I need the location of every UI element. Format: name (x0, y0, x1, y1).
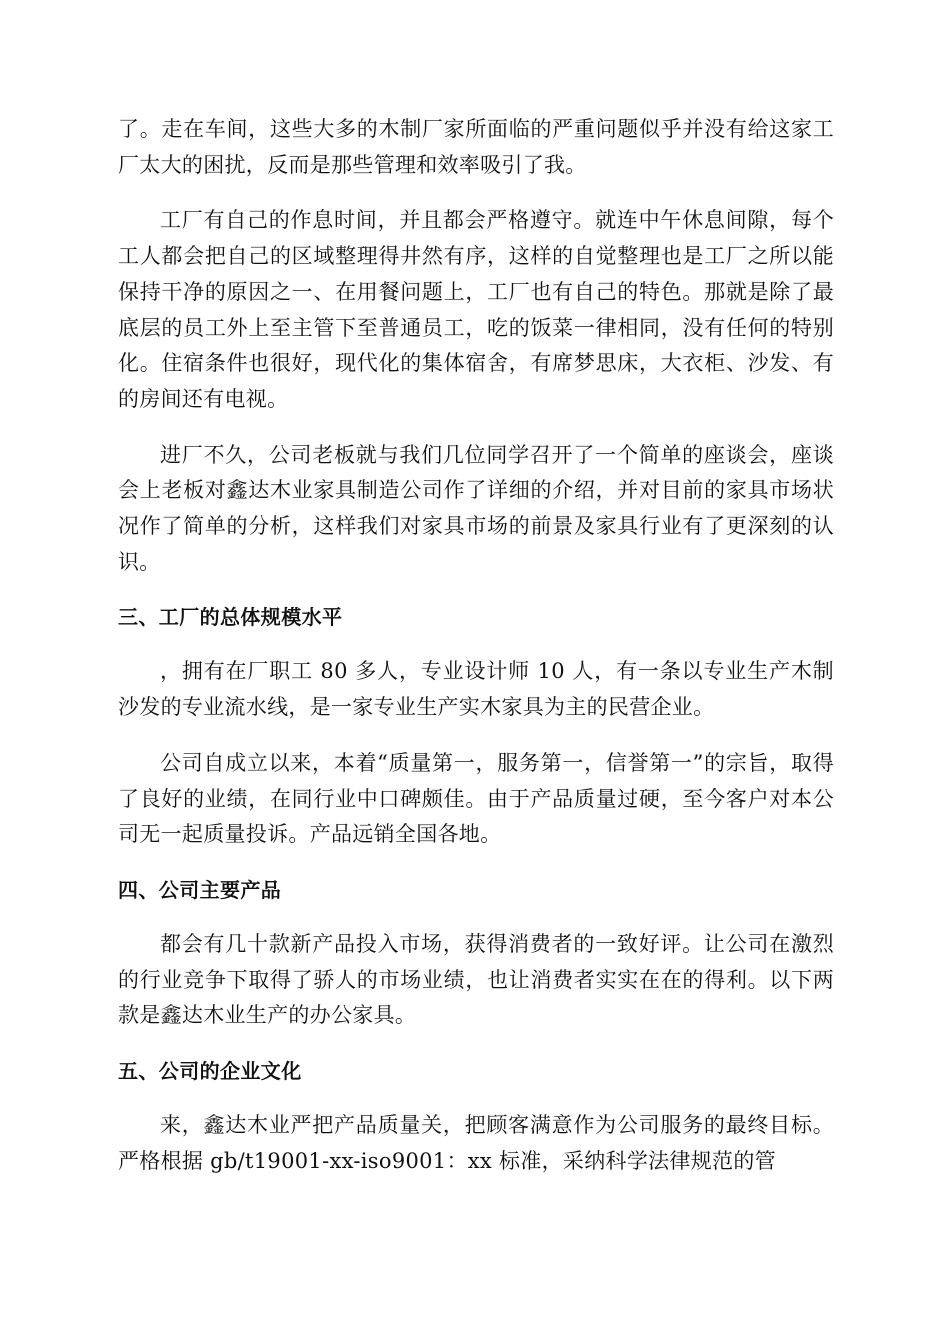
spacer (118, 183, 834, 203)
spacer (118, 907, 834, 927)
paragraph-products: 都会有几十款新产品投入市场，获得消费者的一致好评。让公司在激烈的行业竞争下取得了骄人的市场业绩，也让消费者实实在在的得利。以下两款是鑫达木业生产的办公家具。 (118, 931, 834, 1028)
paragraph-staff: ，拥有在厂职工 80 多人，专业设计师 10 人，有一条以专业生产木制沙发的专业流水线，是一家专业生产实木家具为主的民营企业。 (118, 659, 834, 720)
spacer (118, 634, 834, 654)
section-heading-scale: 三、工厂的总体规模水平 (118, 605, 343, 630)
paragraph-quality: 公司自成立以来，本着“质量第一，服务第一，信誉第一”的宗旨，取得了良好的业绩，在同行业中口碑颇佳。由于产品质量过硬，至今客户对本公司无一起质量投诉。产品远销全国各地。 (118, 750, 834, 847)
spacer (118, 418, 834, 438)
paragraph-schedule: 工厂有自己的作息时间，并且都会严格遵守。就连中午休息间隙，每个工人都会把自己的区域整理得井然有序，这样的自觉整理也是工厂之所以能保持干净的原因之一、在用餐问题上，工厂也有自己的特色。那就是除了最底层的员工外上至主管下至普通员工，吃的饭菜一律相同，没有任何的特别化。住宿条件也很好，现代化的集体宿舍，有席梦思床，大衣柜、沙发、有的房间还有电视。 (118, 208, 834, 411)
spacer (118, 1034, 834, 1054)
spacer (118, 726, 834, 746)
spacer (118, 853, 834, 873)
section-heading-products: 四、公司主要产品 (118, 877, 282, 902)
paragraph-workshop: 了。走在车间，这些大多的木制厂家所面临的严重问题似乎并没有给这家工厂太大的困扰，反而是那些管理和效率吸引了我。 (118, 117, 834, 177)
spacer (118, 580, 834, 600)
paragraph-meeting: 进厂不久，公司老板就与我们几位同学召开了一个简单的座谈会，座谈会上老板对鑫达木业家具制造公司作了详细的介绍，并对目前的家具市场状况作了简单的分析，这样我们对家具市场的前景及家具行业有了更深刻的认识。 (118, 442, 834, 574)
spacer (118, 1088, 834, 1108)
section-heading-culture: 五、公司的企业文化 (118, 1059, 302, 1084)
document-page (118, 112, 834, 1179)
paragraph-culture: 来，鑫达木业严把产品质量关，把顾客满意作为公司服务的最终目标。严格根据 gb/t19001-xx-iso9001：xx 标准，采纳科学法律规范的管 (118, 1113, 834, 1173)
